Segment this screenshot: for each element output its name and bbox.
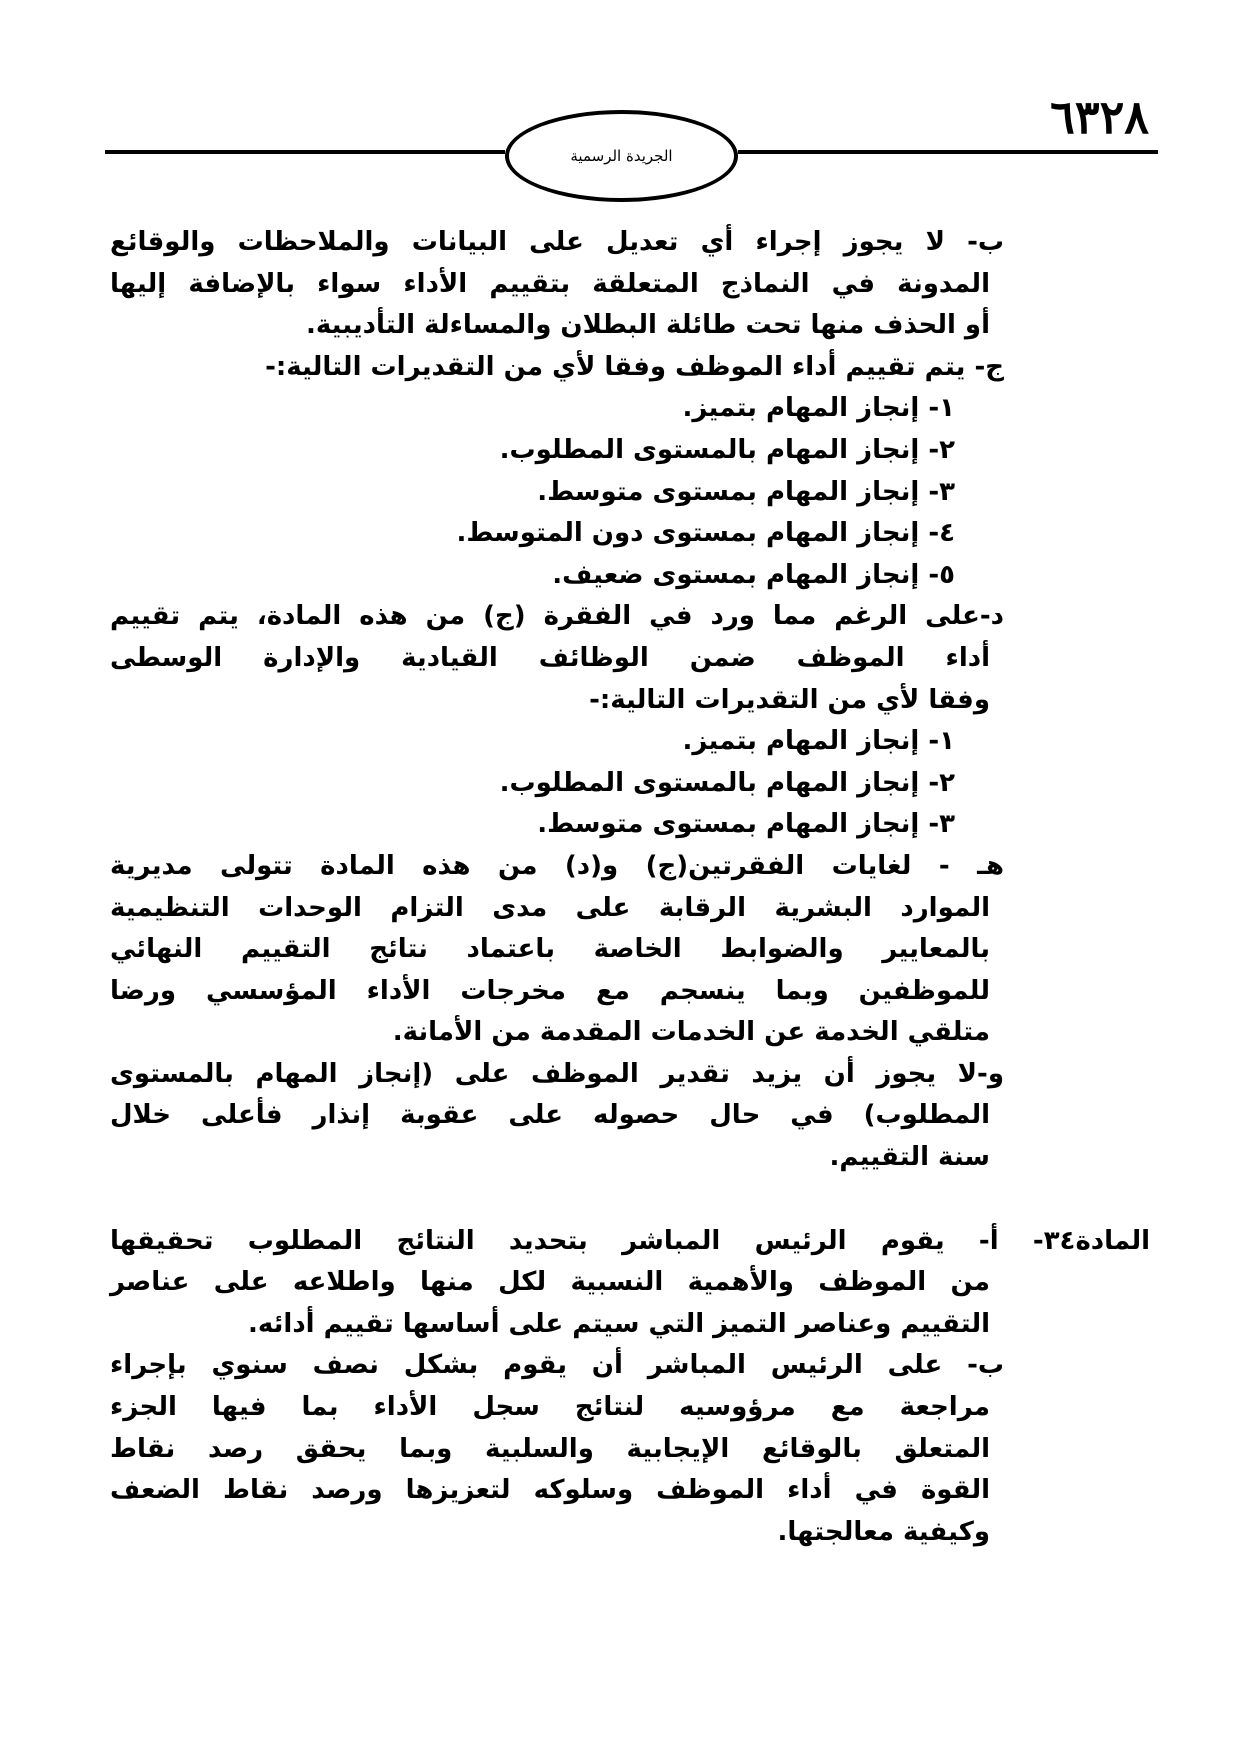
para-b-line-2: المدونة في النماذج المتعلقة بتقييم الأداء سواء بالإضافة إليها xyxy=(110,268,990,299)
para-j-item-2: ٢- إنجاز المهام بالمستوى المطلوب. xyxy=(499,434,955,465)
article-34-b-line-4: القوة في أداء الموظف وسلوكه لتعزيزها ورصد نقاط الضعف xyxy=(110,1475,990,1506)
para-h-line-2: الموارد البشرية الرقابة على مدى التزام الوحدات التنظيمية xyxy=(110,892,990,923)
gazette-name-oval xyxy=(505,110,738,202)
para-h-line-3: بالمعايير والضوابط الخاصة باعتماد نتائج التقييم النهائي xyxy=(110,934,990,965)
article-34-b-line-1: ب- على الرئيس المباشر أن يقوم بشكل نصف سنوي بإجراء xyxy=(110,1350,1004,1381)
article-34-line-3: التقييم وعناصر التميز التي سيتم على أساسها تقييم أدائه. xyxy=(248,1308,990,1339)
article-gap xyxy=(110,1179,1150,1221)
para-d-line-3: وفقا لأي من التقديرات التالية:- xyxy=(589,684,990,715)
para-h-line-1: هـ - لغايات الفقرتين(ج) و(د) من هذه المادة تتولى مديرية xyxy=(110,850,1004,881)
para-b-line-3: أو الحذف منها تحت طائلة البطلان والمساءلة التأديبية. xyxy=(305,310,990,341)
para-d-line-1: د-على الرغم مما ورد في الفقرة (ج) من هذه المادة، يتم تقييم xyxy=(110,601,1004,632)
para-b-line-1: ب- لا يجوز إجراء أي تعديل على البيانات والملاحظات والوقائع xyxy=(110,227,1004,257)
gazette-name: الجريدة الرسمية xyxy=(570,147,673,165)
header-rule-right xyxy=(738,150,1158,154)
page-number: ٦٣٢٨ xyxy=(1050,90,1149,144)
para-h-line-4: للموظفين وبما ينسجم مع مخرجات الأداء المؤسسي ورضا xyxy=(110,975,990,1006)
page-header xyxy=(0,0,1241,220)
document-body xyxy=(110,222,1150,1553)
para-d-item-2: ٢- إنجاز المهام بالمستوى المطلوب. xyxy=(499,767,955,798)
header-rule-left xyxy=(105,150,505,154)
para-h-line-5: متلقي الخدمة عن الخدمات المقدمة من الأمانة. xyxy=(392,1017,990,1048)
para-j-item-5: ٥- إنجاز المهام بمستوى ضعيف. xyxy=(552,559,955,590)
para-j-item-3: ٣- إنجاز المهام بمستوى متوسط. xyxy=(537,476,955,507)
article-34-b-line-3: المتعلق بالوقائع الإيجابية والسلبية وبما يحقق رصد نقاط xyxy=(110,1433,990,1464)
para-d-line-2: أداء الموظف ضمن الوظائف القيادية والإدارة الوسطى xyxy=(110,642,990,673)
article-34-line-1: المادة٣٤- أ- يقوم الرئيس المباشر بتحديد النتائج المطلوب تحقيقها xyxy=(110,1225,1150,1256)
para-d-item-3: ٣- إنجاز المهام بمستوى متوسط. xyxy=(537,809,955,840)
para-w-line-1: و-لا يجوز أن يزيد تقدير الموظف على (إنجاز المهام بالمستوى xyxy=(110,1058,1004,1089)
para-w-line-2: المطلوب) في حال حصوله على عقوبة إنذار فأعلى خلال xyxy=(110,1100,990,1131)
article-34-b-line-5: وكيفية معالجتها. xyxy=(777,1516,990,1547)
article-34-b-line-2: مراجعة مع مرؤوسيه لنتائج سجل الأداء بما فيها الجزء xyxy=(110,1392,990,1423)
para-d-item-1: ١- إنجاز المهام بتميز. xyxy=(682,726,955,757)
article-34-line-2: من الموظف والأهمية النسبية لكل منها واطلاعه على عناصر xyxy=(110,1267,990,1298)
para-j-item-1: ١- إنجاز المهام بتميز. xyxy=(682,393,955,424)
para-w-line-3: سنة التقييم. xyxy=(829,1142,990,1173)
para-j-item-4: ٤- إنجاز المهام بمستوى دون المتوسط. xyxy=(456,518,955,549)
para-j-intro: ج- يتم تقييم أداء الموظف وفقا لأي من التقديرات التالية:- xyxy=(265,351,1004,382)
